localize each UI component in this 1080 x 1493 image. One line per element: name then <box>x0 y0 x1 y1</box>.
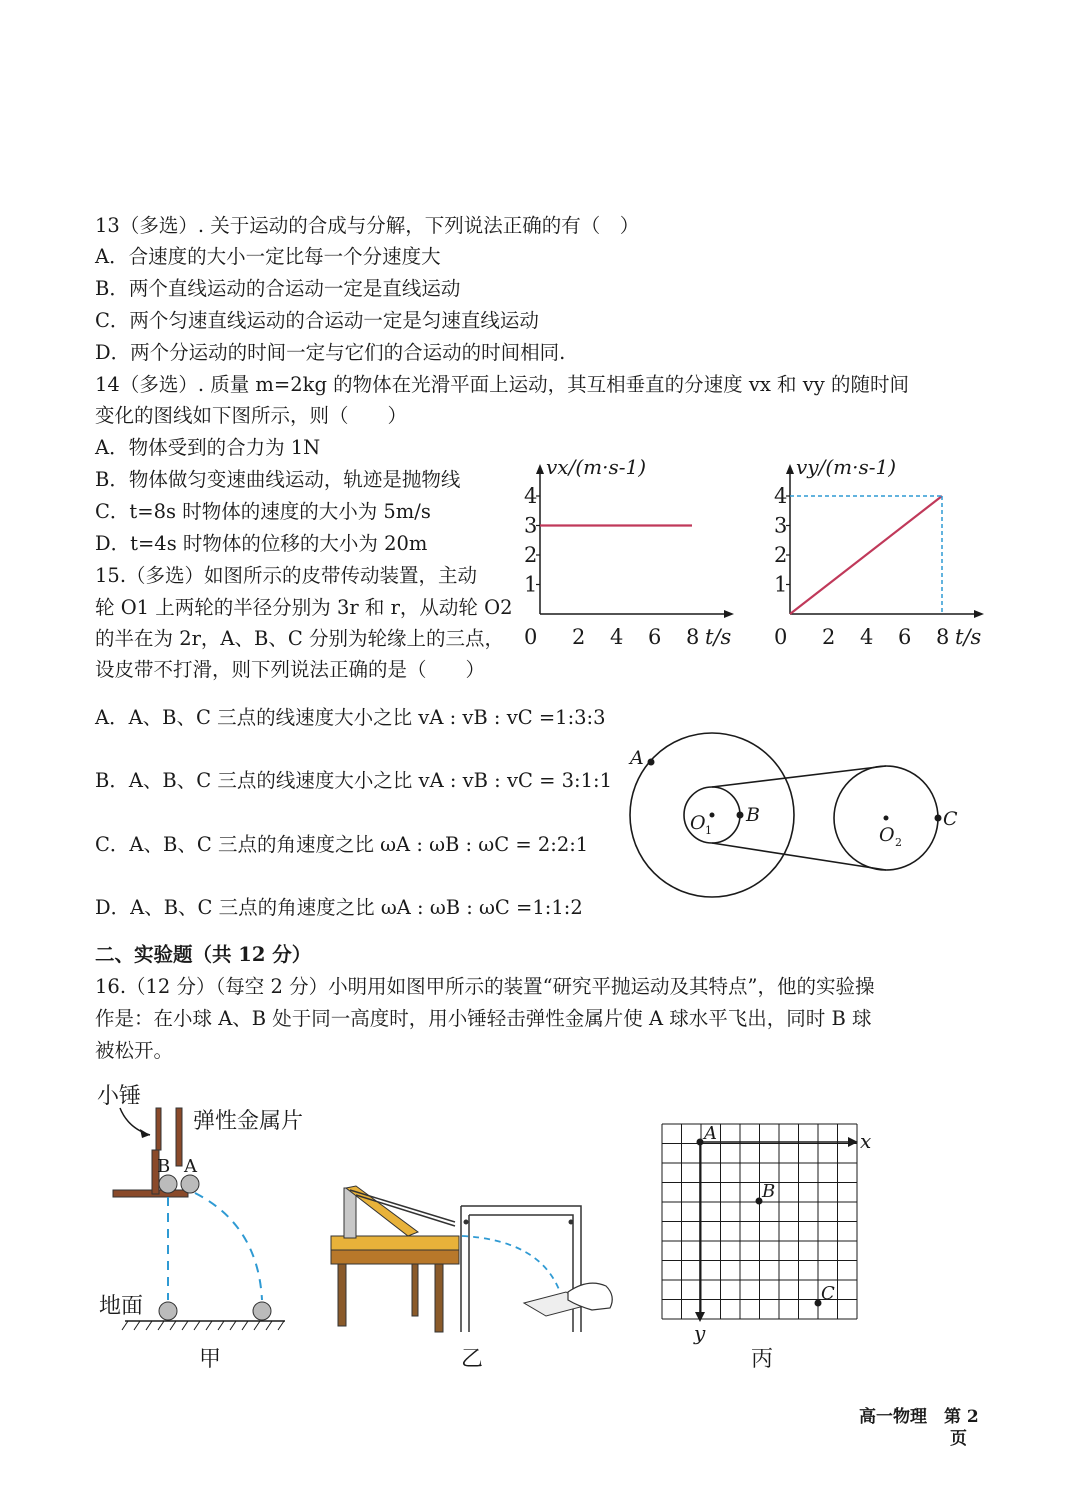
vx-xtick-label: 6 <box>648 625 662 649</box>
caption-bing: 丙 <box>751 1347 774 1372</box>
q14-option-c: C．t=8s 时物体的速度的大小为 5m/s <box>95 500 431 523</box>
q14-stem-1: 14（多选）. 质量 m=2kg 的物体在光滑平面上运动，其互相垂直的分速度 vx 和 vy 的随时间 <box>95 373 909 396</box>
label-o1: O <box>690 812 706 834</box>
label-metal-sheet: 弹性金属片 <box>193 1109 304 1134</box>
caption-yi: 乙 <box>461 1347 484 1372</box>
label-y: y <box>694 1321 706 1345</box>
label-ground: 地面 <box>99 1294 144 1319</box>
q15-option-a: A．A、B、C 三点的线速度大小之比 vA : vB : vC =1:3:3 <box>95 706 606 729</box>
vy-ytick-label: 3 <box>774 513 788 538</box>
label-hammer: 小锤 <box>97 1084 142 1109</box>
q13-option-d: D．两个分运动的时间一定与它们的合运动的时间相同. <box>95 341 566 364</box>
vx-ytick-label: 4 <box>524 484 538 508</box>
label-b: B <box>157 1156 171 1177</box>
section-title: 二、实验题（共 12 分） <box>95 943 312 966</box>
label-o2: O <box>879 824 895 846</box>
q14-option-d: D．t=4s 时物体的位移的大小为 20m <box>95 532 428 555</box>
label-c: C <box>821 1283 835 1304</box>
q15-option-c: C．A、B、C 三点的角速度之比 ωA : ωB : ωC = 2:2:1 <box>95 833 589 856</box>
vx-y-label: vx/(m·s-1) <box>546 455 646 479</box>
q16-line-3: 被松开。 <box>95 1039 174 1062</box>
footer-subject: 高一物理 第 2 <box>859 1407 979 1427</box>
label-o1-sub: 1 <box>705 824 712 837</box>
vx-origin-label: 0 <box>524 625 538 649</box>
vy-ytick-label: 2 <box>774 543 788 567</box>
vy-xtick-label: 4 <box>860 625 874 649</box>
label-a: A <box>184 1156 197 1177</box>
q13-option-a: A．合速度的大小一定比每一个分速度大 <box>95 245 441 268</box>
vx-xtick-label: 4 <box>610 625 624 649</box>
vx-x-label: t/s <box>705 625 732 649</box>
label-c: C <box>943 808 958 830</box>
label-x: x <box>860 1129 872 1153</box>
vx-xtick-label: 8 <box>686 625 700 649</box>
q16-line-1: 16.（12 分）（每空 2 分）小明用如图甲所示的装置“研究平抛运动及其特点”，他的实验操 <box>95 975 875 998</box>
vx-ytick-label: 2 <box>524 543 538 567</box>
q15-stem-4: 设皮带不打滑，则下列说法正确的是（ ） <box>95 658 486 681</box>
vy-ytick-label: 1 <box>774 572 788 597</box>
vx-ytick-label: 1 <box>524 572 538 597</box>
vy-x-label: t/s <box>955 625 982 649</box>
vx-xtick-label: 2 <box>572 625 586 649</box>
vy-y-label: vy/(m·s-1) <box>796 455 897 479</box>
vx-ytick-label: 3 <box>524 513 538 538</box>
q14-option-b: B．物体做匀变速曲线运动，轨迹是抛物线 <box>95 468 461 491</box>
footer-page: 页 <box>950 1429 967 1449</box>
q16-line-2: 作是：在小球 A、B 处于同一高度时，用小锤轻击弹性金属片使 A 球水平飞出，同时 B 球 <box>95 1007 872 1030</box>
vy-xtick-label: 6 <box>898 625 912 649</box>
q15-option-b: B．A、B、C 三点的线速度大小之比 vA : vB : vC = 3:1:1 <box>95 769 612 792</box>
q13-option-b: B．两个直线运动的合运动一定是直线运动 <box>95 277 461 300</box>
q15-stem-3: 的半在为 2r，A、B、C 分别为轮缘上的三点， <box>95 627 504 650</box>
q14-stem-2: 变化的图线如下图所示，则（ ） <box>95 404 408 427</box>
q15-stem-1: 15.（多选）如图所示的皮带传动装置，主动 <box>95 564 478 587</box>
label-a: A <box>630 747 644 769</box>
vy-xtick-label: 8 <box>936 625 950 649</box>
label-b: B <box>746 804 760 826</box>
q15-stem-2: 轮 O1 上两轮的半径分别为 3r 和 r，从动轮 O2 <box>95 596 513 619</box>
label-o2-sub: 2 <box>895 836 902 849</box>
vy-ytick-label: 4 <box>774 484 788 508</box>
vy-origin-label: 0 <box>774 625 788 649</box>
caption-jia: 甲 <box>199 1347 222 1372</box>
label-a: A <box>704 1123 717 1144</box>
vy-xtick-label: 2 <box>822 625 836 649</box>
q13-option-c: C．两个匀速直线运动的合运动一定是匀速直线运动 <box>95 309 539 332</box>
q15-option-d: D．A、B、C 三点的角速度之比 ωA : ωB : ωC =1:1:2 <box>95 896 583 919</box>
q13-stem: 13（多选）. 关于运动的合成与分解，下列说法正确的有（ ） <box>95 214 640 237</box>
point-a <box>697 1139 704 1146</box>
label-b: B <box>762 1181 776 1202</box>
q14-option-a: A．物体受到的合力为 1N <box>95 436 321 459</box>
